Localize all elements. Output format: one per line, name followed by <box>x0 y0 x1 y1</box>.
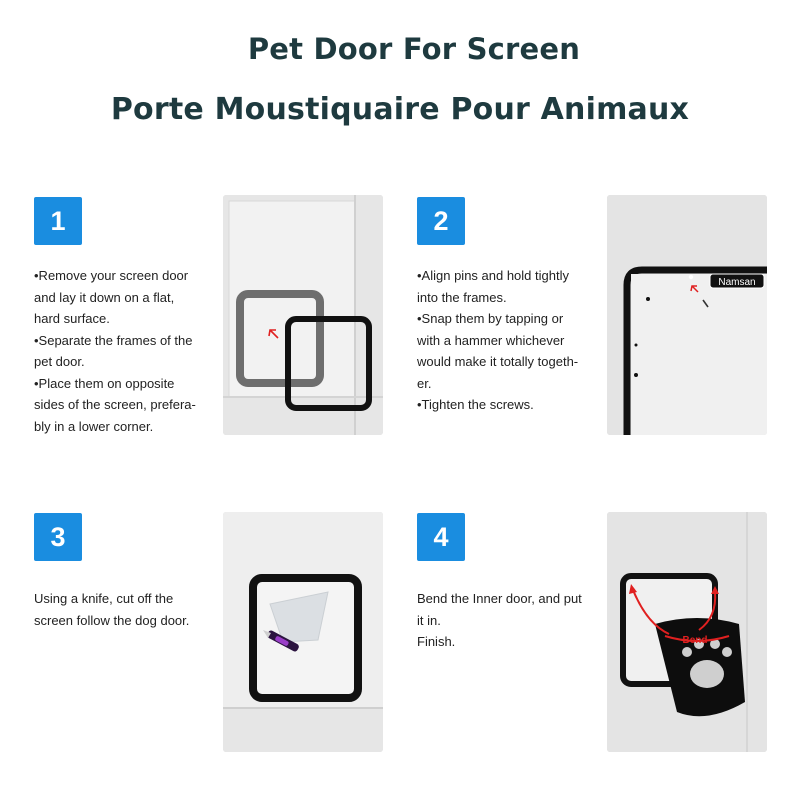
step-2-number-badge: 2 <box>417 197 465 245</box>
step-1-line: bly in a lower corner. <box>34 418 154 434</box>
step-1-text <box>34 265 214 437</box>
step-2-line: with a hammer whichever <box>417 332 565 348</box>
step-1-line: and lay it down on a flat, <box>34 289 175 305</box>
step-3-number-badge: 3 <box>34 513 82 561</box>
step-2-line: •Tighten the screws. <box>417 397 534 412</box>
step-4-line: it in. <box>417 612 441 628</box>
step-4-number-badge: 4 <box>417 513 465 561</box>
pin-dot <box>635 344 638 347</box>
step-3-line: screen follow the dog door. <box>34 612 190 628</box>
title-french: Porte Moustiquaire Pour Animaux <box>110 92 690 127</box>
step-1-line: hard surface. <box>34 311 110 326</box>
step-1-line: •Place them on opposite <box>34 375 175 391</box>
step-4-line: Finish. <box>417 634 456 649</box>
step-1-number-badge: 1 <box>34 197 82 245</box>
step-2-line: er. <box>417 375 432 391</box>
step-2-illustration <box>607 195 767 435</box>
step-2-line: •Align pins and hold tightly <box>417 268 569 283</box>
step-2-line: into the frames. <box>417 289 507 305</box>
step-3-illustration <box>223 512 383 752</box>
step-2-line: would make it totally togeth- <box>417 354 579 369</box>
step-1-line: •Separate the frames of the <box>34 332 193 348</box>
step-2-text <box>417 265 597 416</box>
pin-dot <box>646 297 650 301</box>
brand-label: Namsan <box>718 277 756 288</box>
step-1-line: sides of the screen, prefera- <box>34 397 196 412</box>
step-4-illustration <box>607 512 767 752</box>
step-4-text <box>417 588 597 653</box>
pin-dot <box>689 275 693 279</box>
step-1-illustration <box>223 195 383 435</box>
step-2-line: •Snap them by tapping or <box>417 311 564 326</box>
bend-label: Bend <box>682 635 708 646</box>
step-1-line: pet door. <box>34 354 85 369</box>
pin-dot <box>634 373 638 377</box>
step-1-line: •Remove your screen door <box>34 268 189 283</box>
title-english: Pet Door For Screen <box>247 32 581 66</box>
step-3-text <box>34 588 214 631</box>
step-4-line: Bend the Inner door, and put <box>417 591 582 606</box>
step-3-line: Using a knife, cut off the <box>34 591 174 606</box>
